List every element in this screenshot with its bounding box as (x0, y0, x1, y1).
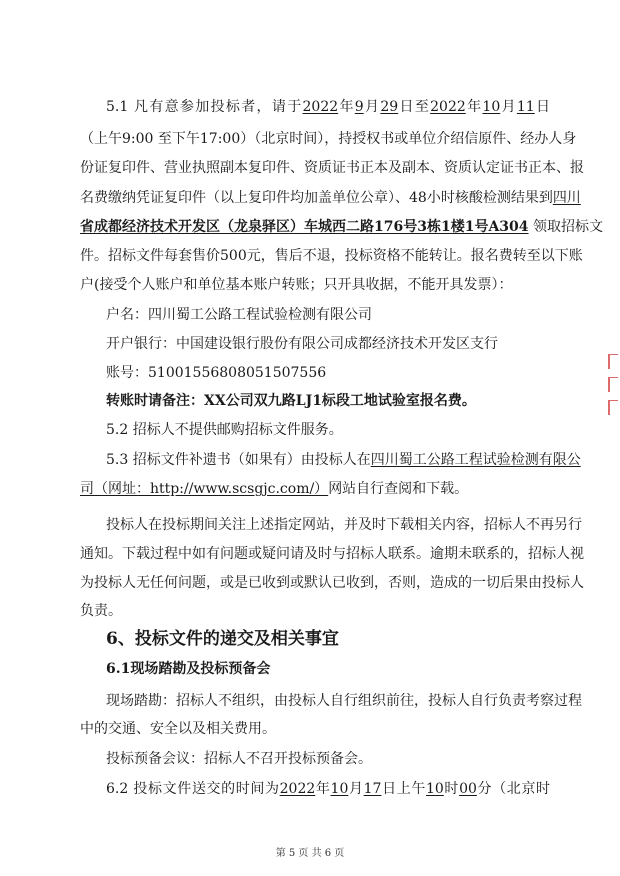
text: 5.1 凡有意参加投标者，请于 (106, 99, 303, 115)
text: 月 (363, 99, 381, 115)
para-5-1-line-6: 件。招标文件每套售价500元，售后不退，投标资格不能转让。报名费转至以下账 (80, 248, 583, 264)
text: 日上午 (381, 781, 426, 797)
text: 年 (315, 781, 331, 797)
text: 网站自行查阅和下载。 (328, 481, 469, 497)
submit-month: 10 (330, 781, 349, 797)
prebid-meeting: 投标预备会议：招标人不召开投标预备会。 (106, 751, 372, 767)
date-from-day: 29 (380, 99, 399, 115)
address-start: 四川 (552, 190, 581, 206)
site-visit-line-2: 中的交通、安全以及相关费用。 (80, 721, 276, 737)
site-visit-line-1: 现场踏勘：招标人不组织，由投标人自行组织前往，投标人自行负责考察过程 (106, 693, 582, 709)
transfer-note: 转账时请备注：XX公司双九路LJ1标段工地试验室报名费。 (106, 393, 476, 409)
para-5-2: 5.2 招标人不提供邮购招标文件服务。 (106, 422, 343, 438)
text: 领取招标文 (528, 219, 603, 235)
text: 6.2 投标文件送交的时间为 (106, 781, 280, 797)
date-from-year: 2022 (302, 99, 339, 115)
section-6-heading: 6、投标文件的递交及相关事宜 (106, 629, 339, 649)
date-from-month: 9 (354, 99, 364, 115)
company-link: 四川蜀工公路工程试验检测有限公 (370, 452, 581, 468)
text: 时 (443, 781, 460, 797)
seal-stamp-fragment (606, 350, 620, 430)
date-to-month: 10 (482, 99, 501, 115)
section-6-1-heading: 6.1现场踏勘及投标预备会 (106, 661, 271, 677)
submit-minute: 00 (459, 781, 477, 797)
para-5-1-line-1 (106, 96, 550, 116)
text: 月 (348, 781, 364, 797)
account-number: 账号：51001556808051507556 (106, 365, 327, 381)
para-5-1-line-7: 户(接受个人账户和单位基本账户转账；只开具收据，不能开具发票）： (80, 277, 513, 293)
notice-line-3: 为投标人无任何问题，或是已收到或默认已收到，否则，造成的一切后果由投标人 (80, 575, 584, 591)
submit-hour: 10 (425, 781, 444, 797)
notice-line-1: 投标人在投标期间关注上述指定网站，并及时下载相关内容，招标人不再另行 (106, 517, 582, 533)
text: 年 (338, 99, 355, 115)
page-footer: 第 5 页 共 6 页 (275, 848, 345, 859)
submit-day: 17 (363, 781, 382, 797)
para-5-1-line-3: 份证复印件、营业执照副本复印件、资质证书正本及副本、资质认定证书正本、报 (80, 160, 584, 176)
website-link: 司（网址：http://www.scsgjc.com/） (80, 481, 329, 497)
text: 月 (500, 99, 517, 115)
account-bank: 开户银行：中国建设银行股份有限公司成都经济技术开发区支行 (106, 336, 498, 352)
date-to-day: 11 (516, 99, 535, 115)
address: 省成都经济技术开发区（龙泉驿区）车城西二路176号3栋1楼1号A304 (80, 219, 529, 235)
para-5-1-line-2: （上午9:00 至下午17:00）（北京时间），持授权书或单位介绍信原件、经办人身 (80, 131, 577, 147)
notice-line-2: 通知。下载过程中如有问题或疑问请及时与招标人联系。逾期未联系的，招标人视 (80, 546, 584, 562)
para-5-1-line-4 (80, 187, 581, 207)
text: 5.3 招标文件补遗书（如果有）由投标人在 (106, 452, 371, 468)
para-5-3-line-2 (80, 478, 550, 498)
date-to-year: 2022 (430, 99, 466, 115)
text: 日至 (398, 99, 431, 115)
account-name: 户名：四川蜀工公路工程试验检测有限公司 (106, 307, 372, 323)
notice-line-4: 负责。 (80, 603, 122, 619)
text: 年 (465, 99, 483, 115)
text: 日 (534, 99, 551, 115)
text: 名费缴纳凭证复印件（以上复印件均加盖单位公章）、48小时核酸检测结果到 (80, 190, 553, 206)
text: 分（北京时 (476, 781, 551, 797)
para-5-1-line-5 (80, 216, 603, 236)
para-5-3-line-1 (106, 449, 581, 469)
para-6-2-line-1 (106, 778, 550, 798)
submit-year: 2022 (279, 781, 316, 797)
